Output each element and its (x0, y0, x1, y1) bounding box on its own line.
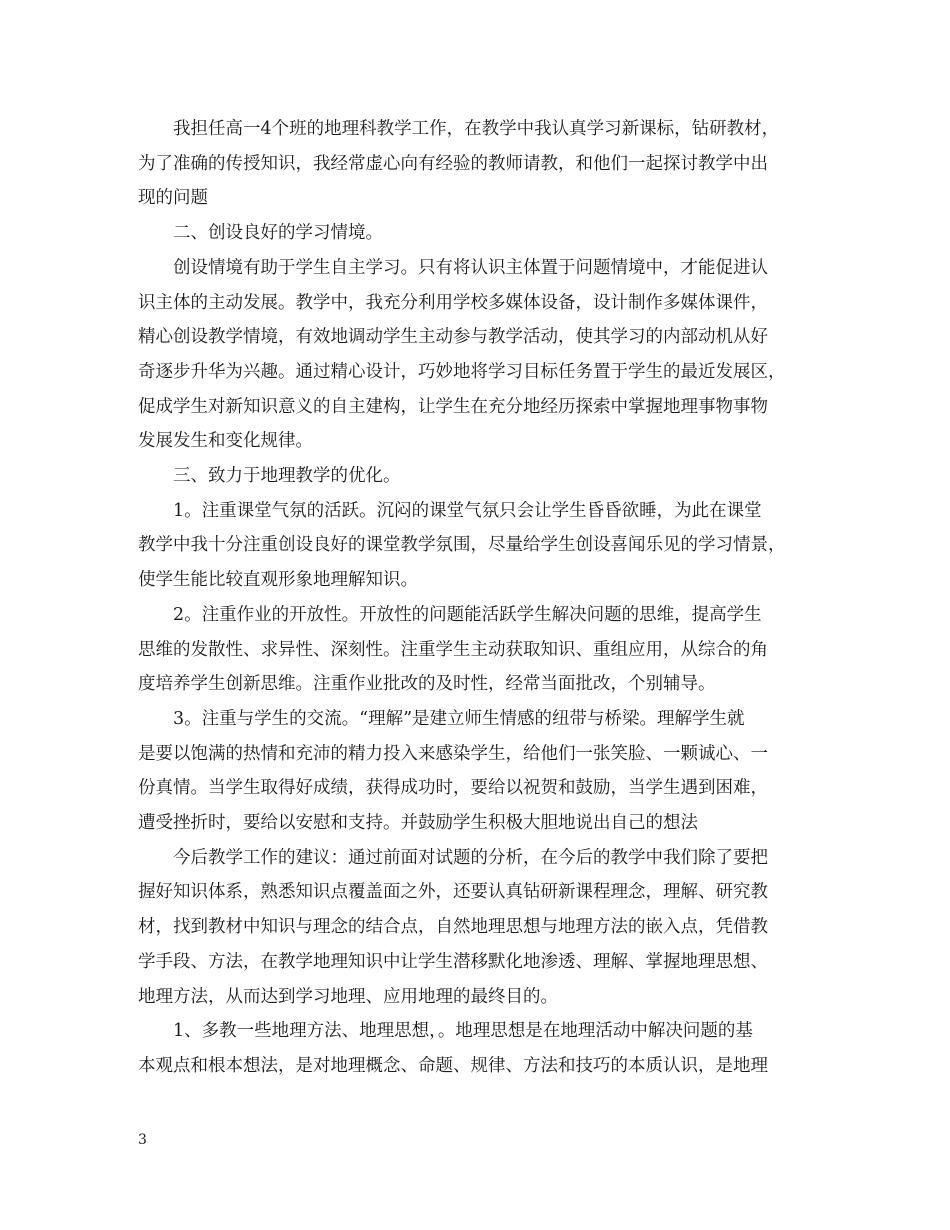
document-body (138, 112, 818, 1084)
paragraph-learning-situation: 创设情境有助于学生自主学习。只有将认识主体置于问题情境中，才能促进认 识主体的主动发展。教学中，我充分利用学校多媒体设备，设计制作多媒体课件， 精心创设教学情境，有效地调动学生主动参与教学活动，使其学习的内部动机从好 奇逐步升华为兴趣。通过精心设计，巧妙地将学习目标任务置于学生的最近发展区， 促成学生对新知识意义的自主建构，让学生在充分地经历探索中掌握地理事物事物 发展发生和变化规律。 (138, 257, 786, 452)
heading-learning-situation: 二、创设良好的学习情境。 (173, 223, 383, 244)
heading-teaching-optimization: 三、致力于地理教学的优化。 (173, 466, 401, 487)
paragraph-classroom-atmosphere: 1。注重课堂气氛的活跃。沉闷的课堂气氛只会让学生昏昏欲睡，为此在课堂 教学中我十分注重创设良好的课堂教学氛围，尽量给学生创设喜闻乐见的学习情景， 使学生能比较直观形象地理解知识。 (138, 500, 786, 591)
paragraph-open-homework: 2。注重作业的开放性。开放性的问题能活跃学生解决问题的思维，提高学生 思维的发散性、求异性、深刻性。注重学生主动获取知识、重组应用，从综合的角 度培养学生创新思维。注重作业批改的及时性，经常当面批改，个别辅导。 (138, 604, 768, 695)
page-number: 3 (138, 1132, 147, 1148)
paragraph-geography-methods: 1、多教一些地理方法、地理思想，。地理思想是在地理活动中解决问题的基 本观点和根本想法，是对地理概念、命题、规律、方法和技巧的本质认识，是地理 (138, 1021, 768, 1076)
paragraph-future-suggestions: 今后教学工作的建议：通过前面对试题的分析，在今后的教学中我们除了要把 握好知识体系，熟悉知识点覆盖面之外，还要认真钻研新课程理念，理解、研究教 材，找到教材中知识与理念的结合点，自然地理思想与地理方法的嵌入点，凭借教 学手段、方法，在教学地理知识中让学生潜移默化地渗透、理解、掌握地理思想、 地理方法，从而达到学习地理、应用地理的最终目的。 (138, 847, 768, 1007)
paragraph-intro: 我担任高一4个班的地理科教学工作，在教学中我认真学习新课标，钻研教材， 为了准确的传授知识，我经常虚心向有经验的教师请教，和他们一起探讨教学中出 现的问题 (138, 119, 780, 209)
paragraph-student-communication: 3。注重与学生的交流。“理解”是建立师生情感的纽带与桥梁。理解学生就 是要以饱满的热情和充沛的精力投入来感染学生，给他们一张笑脸、一颗诚心、一 份真情。当学生取得好成绩，获得成功时，要给以祝贺和鼓励，当学生遇到困难， 遭受挫折时，要给以安慰和支持。并鼓励学生积极大胆地说出自己的想法 (138, 708, 768, 834)
